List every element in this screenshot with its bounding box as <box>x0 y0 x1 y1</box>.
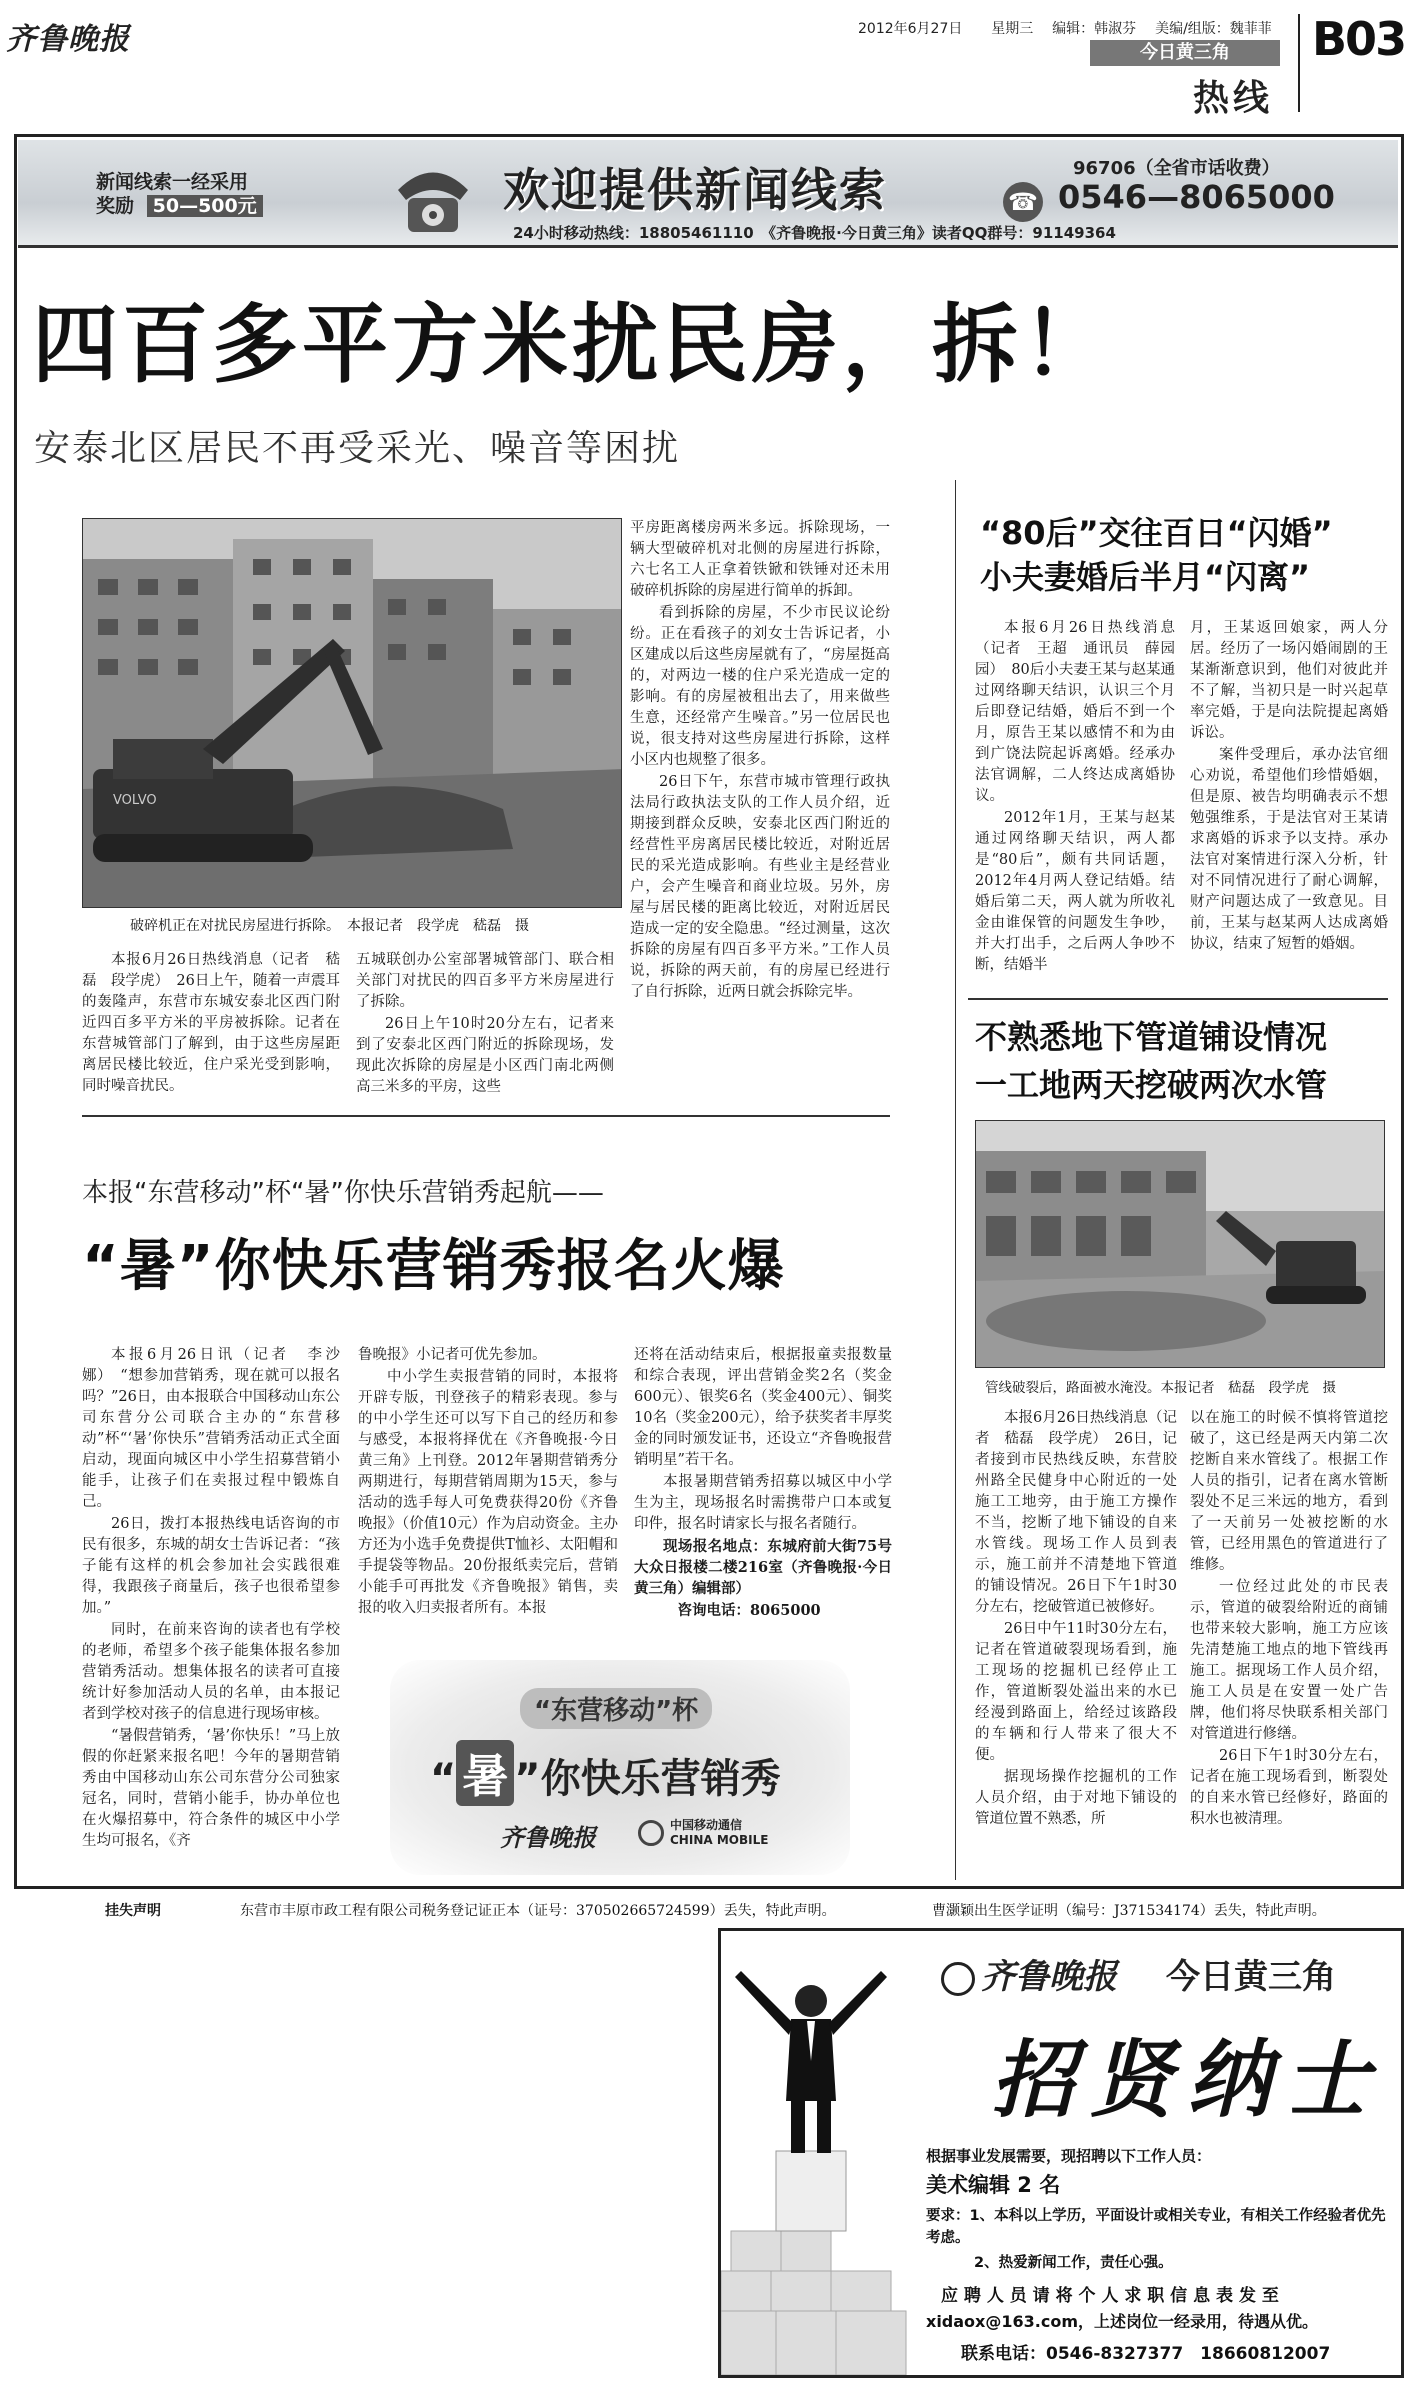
story4-col2 <box>358 1345 618 1620</box>
notice-2: 曹灏颖出生医学证明（编号：J371534174）丢失，特此声明。 <box>932 1903 1326 1919</box>
story4-kicker: 本报“东营移动”杯“暑”你快乐营销秀起航—— <box>82 1178 604 1208</box>
lead-photo-caption: 破碎机正在对扰民房屋进行拆除。 本报记者 段学虎 嵇磊 摄 <box>130 918 529 934</box>
lead-col1 <box>82 950 340 1098</box>
svg-text:VOLVO: VOLVO <box>113 793 157 808</box>
story3-colA <box>975 1408 1177 1831</box>
lead-col3c-text: 26日下午，东营市城市管理行政执法局行政执法支队的工作人员介绍，近期接到群众反映，安泰北区西门附近的经营性平房离居民楼比较近，对附近居民的采光造成影响。有些业主是经营业户，会产生噪音和商业垃圾。另外，房屋与居民楼的距离比较近，对附近居民造成一定的安全隐患。“经过测量，这次拆除的房屋有四百多平方米。”工作人员说，拆除的两天前，有的房屋已经进行了自行拆除，近两日就会拆除完毕。 <box>630 774 890 1000</box>
issue-weekday: 星期三 <box>991 21 1034 37</box>
story3-colB2-text: 一位经过此处的市民表示，管道的破裂给附近的商铺也带来较大影响，施工方应该先清楚施工地点的地下管线再施工。据现场工作人员介绍，施工人员是在安置一处广告牌，他们将尽快联系相关部门对管道进行修缮。 <box>1190 1579 1388 1742</box>
designer-credit: 美编/组版：魏菲菲 <box>1155 21 1272 37</box>
story3-headline2: 一工地两天挖破两次水管 <box>975 1066 1328 1104</box>
promo-cup-name: “东营移动”杯 <box>520 1688 712 1729</box>
ad-contact: 联系电话：0546-8327377 18660812007 <box>961 2344 1331 2364</box>
story2-divider <box>968 998 1388 1000</box>
china-mobile-text <box>670 1818 768 1848</box>
reward-text <box>96 170 263 218</box>
telephone-icon <box>388 150 478 238</box>
promo-paper-logo: 齐鲁晚报 <box>500 1823 596 1852</box>
mobile-hotline: 24小时移动热线：18805461110 《齐鲁晚报·今日黄三角》读者QQ群号：91149364 <box>513 224 1116 242</box>
notice-label: 挂失声明 <box>105 1903 161 1919</box>
promo-quote-open: “ <box>430 1756 457 1802</box>
story4-divider <box>82 1115 890 1117</box>
lead-headline: 四百多平方米扰民房，拆！ <box>32 295 1112 395</box>
story4-col3c-text: 现场报名地点：东城府前大街75号大众日报楼二楼216室（齐鲁晚报·今日黄三角）编辑部） <box>634 1538 892 1597</box>
story4-col3d-text: 咨询电话：8065000 <box>677 1602 821 1619</box>
lead-col3b-text: 看到拆除的房屋，不少市民议论纷纷。正在看孩子的刘女士告诉记者，小区建成以后这些房屋就有了，“房屋挺高的，对两边一楼的住户采光造成一定的影响。有的房屋被租出去了，用来做些生意，还经常产生噪音。”另一位居民也说，很支持对这些房屋进行拆除，这样小区内也规整了很多。 <box>630 605 890 768</box>
reward-line1: 新闻线索一经采用 <box>96 171 249 193</box>
phone-icon: ☎ <box>1003 182 1043 222</box>
demolition-photo <box>82 518 622 908</box>
story3-headline1: 不熟悉地下管道铺设情况 <box>975 1018 1328 1056</box>
china-mobile-en: CHINA MOBILE <box>670 1833 769 1847</box>
notice-1: 东营市丰原市政工程有限公司税务登记证正本（证号：370502665724599）丢失，特此声明。 <box>240 1903 836 1919</box>
ad-email: xidaox@163.com，上述岗位一经录用，待遇从优。 <box>926 2312 1318 2331</box>
masthead-meta <box>858 18 1272 38</box>
story2-colA1-text: 本报6月26日热线消息（记者 王超 通讯员 薛园园） 80后小夫妻王某与赵某通过网络聊天结识，认识三个月后即登记结婚，婚后不到一个月，原告王某以感情不和为由到广饶法院起诉离婚。经承办法官调解，二人终达成离婚协议。 <box>975 620 1175 804</box>
promo-logo <box>390 1660 850 1875</box>
ad-brand-logo <box>941 1949 1117 1998</box>
hotline-banner <box>18 140 1398 248</box>
editor-credit: 编辑：韩淑芬 <box>1052 21 1137 37</box>
china-mobile-cn: 中国移动通信 <box>670 1818 743 1832</box>
story4-col1d-text: “暑假营销秀，‘暑’你快乐！”马上放假的你赶紧来报名吧！今年的暑期营销秀由中国移动山东公司东营分公司独家冠名，同时，营销小能手，协办单位也在火爆招募中，符合条件的城区中小学生均可报名，《齐 <box>82 1728 340 1849</box>
story3-colB3-text: 26日下午1时30分左右，记者在施工现场看到，断裂处的自来水管已经修好，路面的积水也被清理。 <box>1190 1748 1388 1827</box>
china-mobile-icon <box>638 1820 664 1846</box>
ad-title: 招贤纳士 <box>991 2030 1384 2129</box>
story4-col3a-text: 还将在活动结束后，根据报童卖报数量和综合表现，评出营销金奖2名（奖金600元）、银奖6名（奖金400元）、铜奖10名（奖金200元），给予获奖者丰厚奖金的同时颁发证书，还设立“齐鲁晚报营销明星”若干名。 <box>634 1347 892 1468</box>
masthead-divider <box>1298 14 1300 112</box>
ad-brand-edition: 今日黄三角 <box>1166 1957 1336 1997</box>
story4-col2b-text: 中小学生卖报营销的同时，本报将开辟专版，刊登孩子的精彩表现。参与的中小学生还可以写下自己的经历和参与感受，本报将择优在《齐鲁晚报·今日黄三角》上刊登。2012年暑期营销秀分两期进行，每期营销周期为15天，参与活动的选手每人可免费获得20份《齐鲁晚报》（价值10元）作为启动资金。主办方还为小选手免费提供T恤衫、太阳帽和手提袋等物品。20份报纸卖完后，营销小能手可再批发《齐鲁晚报》销售，卖报的收入归卖报者所有。本报 <box>358 1369 618 1616</box>
ad-brand-icon <box>941 1962 975 1996</box>
ad-req2: 2、热爱新闻工作，责任心强。 <box>974 2255 1173 2271</box>
lead-col2b-text: 26日上午10时20分左右，记者来到了安泰北区西门附近的拆除现场，发现此次拆除的房屋是小区西门南北两侧高三米多的平房，这些 <box>356 1016 614 1095</box>
story3-colA-text: 本报6月26日热线消息（记者 嵇磊 段学虎） 26日，记者接到市民热线反映，东营胶州路全民健身中心附近的一处施工工地旁，由于施工方操作不当，挖断了地下铺设的自来水管线。现场工作人员到表示，施工前并不清楚地下管道的铺设情况。26日下午1时30分左右，挖破管道已被修好。 <box>975 1410 1177 1615</box>
story4-col1b-text: 26日，拨打本报热线电话咨询的市民有很多，东城的胡女士告诉记者：“孩子能有这样的机会参加社会实践很难得，我跟孩子商量后，孩子也很希望参加。” <box>82 1516 340 1616</box>
lead-subhead: 安泰北区居民不再受采光、噪音等困扰 <box>34 428 681 469</box>
promo-title <box>430 1740 781 1806</box>
banner-phone: 0546—8065000 <box>1058 178 1335 216</box>
lead-col3a-text: 平房距离楼房两米多远。拆除现场，一辆大型破碎机对北侧的房屋进行拆除，六七名工人正拿着铁锨和铁锤对还未用破碎机拆除的房屋进行简单的拆卸。 <box>630 520 890 599</box>
banner-welcome: 欢迎提供新闻线索 <box>503 163 887 217</box>
water-pipe-photo <box>975 1120 1385 1368</box>
free-hotline: 96706（全省市话收费） <box>1073 158 1280 179</box>
story4-col2a-text: 鲁晚报》小记者可优先参加。 <box>358 1347 547 1363</box>
story3-colA3-text: 据现场操作挖掘机的工作人员介绍，由于对地下铺设的管道位置不熟悉，所 <box>975 1769 1177 1827</box>
story2-colB2-text: 案件受理后，承办法官细心劝说，希望他们珍惜婚姻，但是原、被告均明确表示不想勉强维系，于是法官对王某请求离婚的诉求予以支持。承办法官对案情进行深入分析，针对不同情况进行了耐心调解，财产问题达成了一致意见。目前，王某与赵某两人达成离婚协议，结束了短暂的婚姻。 <box>1190 747 1388 952</box>
lead-col1-text: 本报6月26日热线消息（记者 嵇磊 段学虎） 26日上午，随着一声震耳的轰隆声，东营市东城安泰北区西门附近四百多平方米的平房被拆除。记者在东营城管部门了解到，由于这些房屋距离居民楼比较近，住户采光受到影响，同时噪音扰民。 <box>82 952 340 1094</box>
story4-col3b-text: 本报暑期营销秀招募以城区中小学生为主，现场报名时需携带户口本或复印件，报名时请家长与报名者随行。 <box>634 1474 892 1532</box>
column-divider <box>955 480 956 1880</box>
story4-col3 <box>634 1345 892 1622</box>
story4-headline: “暑”你快乐营销秀报名火爆 <box>82 1234 785 1299</box>
businessman-figure <box>721 1931 921 2375</box>
story2-colA2-text: 2012年1月，王某与赵某通过网络聊天结识，两人都是“80后”，颇有共同话题，2012年4月两人登记结婚。结婚后第二天，两人就为所收礼金由谁保管的问题发生争吵，并大打出手，之后两人争吵不断，结婚半 <box>975 810 1175 973</box>
lead-col2-text: 五城联创办公室部署城管部门、联合相关部门对扰民的四百多平方米房屋进行了拆除。 <box>356 952 614 1010</box>
lead-col3 <box>630 518 890 1004</box>
reward-amount: 50—500元 <box>147 195 263 217</box>
story4-col1a-text: 本报6月26日讯（记者 李沙娜） “想参加营销秀，现在就可以报名吗？”26日，由本报联合中国移动山东公司东营分公司联合主办的“东营移动”杯“‘暑’你快乐”营销秀活动正式全面启动，现面向城区中小学生招募营销小能手，让孩子们在卖报过程中锻炼自己。 <box>82 1347 340 1510</box>
promo-title-rest: ”你快乐营销秀 <box>514 1756 781 1802</box>
ad-apply: 应 聘 人 员 请 将 个 人 求 职 信 息 表 发 至 <box>941 2286 1279 2306</box>
section-name: 热线 <box>1193 78 1274 119</box>
story2-headline1: “80后”交往百日“闪婚” <box>980 514 1333 552</box>
ad-job: 美术编辑 2 名 <box>926 2173 1061 2197</box>
issue-date: 2012年6月27日 <box>858 21 963 37</box>
story4-col1c-text: 同时，在前来咨询的读者也有学校的老师，希望多个孩子能集体报名参加营销秀活动。想集体报名的读者可直接统计好参加活动人员的名单，由本报记者到学校对孩子的信息进行现场审核。 <box>82 1622 340 1722</box>
page-number: B03 <box>1312 12 1406 66</box>
masthead-logo: 齐鲁晚报 <box>6 22 130 57</box>
recruit-ad <box>718 1928 1404 2378</box>
story2-colA <box>975 618 1175 977</box>
story3-colB-text: 以在施工的时候不慎将管道挖破了，这已经是两天内第二次挖断自来水管线了。根据工作人员的指引，记者在离水管断裂处不足三米远的地方，看到了一天前另一处被挖断的水管，已经用黑色的管道进行了维修。 <box>1190 1410 1388 1573</box>
story2-headline2: 小夫妻婚后半月“闪离” <box>980 558 1311 596</box>
edition-tab: 今日黄三角 <box>1090 40 1280 66</box>
ad-intro: 根据事业发展需要，现招聘以下工作人员： <box>926 2147 1212 2165</box>
ad-brand-name: 齐鲁晚报 <box>981 1957 1117 1997</box>
story3-colA2-text: 26日中午11时30分左右，记者在管道破裂现场看到，施工现场的挖掘机已经停止工作，管道断裂处溢出来的水已经漫到路面上，给经过该路段的车辆和行人带来了很大不便。 <box>975 1621 1177 1763</box>
ad-req1: 要求：1、本科以上学历，平面设计或相关专业，有相关工作经验者优先考虑。 <box>926 2208 1386 2246</box>
lead-col2 <box>356 950 614 1099</box>
story3-photo-caption: 管线破裂后，路面被水淹没。本报记者 嵇磊 段学虎 摄 <box>985 1380 1336 1396</box>
reward-label: 奖励 <box>96 195 135 217</box>
story3-colB <box>1190 1408 1388 1831</box>
story2-colB <box>1190 618 1388 956</box>
promo-shu: 暑 <box>456 1740 514 1806</box>
story2-colB1-text: 月，王某返回娘家，两人分居。经历了一场闪婚闹剧的王某渐渐意识到，他们对彼此并不了解，当初只是一时兴起草率完婚，于是向法院提起离婚诉讼。 <box>1190 620 1388 741</box>
story4-col1 <box>82 1345 340 1853</box>
